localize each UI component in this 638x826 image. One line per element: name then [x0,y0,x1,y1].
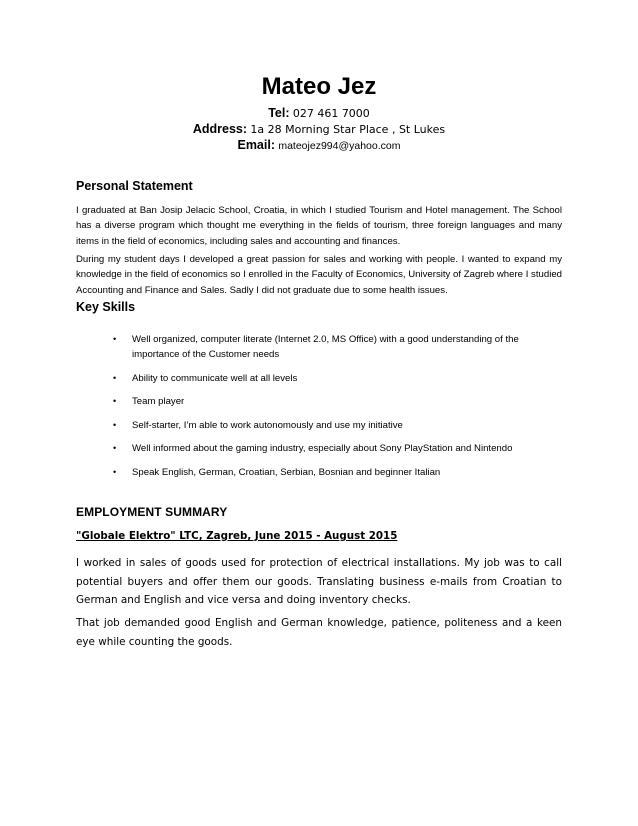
list-item [76,394,562,409]
personal-statement-paragraph-2: During my student days I developed a great passion for sales and working with people. I wanted to expand my knowledge in the field of economics so I enrolled in the Faculty of Economics, University of Zagreb where I studied Accounting and Finance and Sales. Sadly I did not graduate due to some health issues. [76,254,562,296]
skill-text: Team player [132,396,185,407]
phone-value: 027 461 7000 [292,107,370,120]
key-skills-heading: Key Skills [76,300,136,314]
bullet-icon: • [113,466,117,477]
list-item [76,418,562,433]
list-item [76,371,562,386]
skill-text: Well informed about the gaming industry, especially about Sony PlayStation and Nintendo [132,443,513,454]
employment-paragraph-1: I worked in sales of goods used for protection of electrical installations. My job was to call potential buyers and offer them our goods. Translating business e-mails from Croatian to German and English and vice versa and doing inventory checks. [76,557,562,606]
skill-text: Ability to communicate well at all levels [132,372,298,384]
phone-line [0,105,638,122]
job-title: "Globale Elektro" LTC, Zagreb, June 2015 - August 2015 [76,530,398,542]
list-item [76,465,562,480]
bullet-icon: • [113,334,117,344]
bullet-icon: • [113,419,117,430]
address-value: 1a 28 Morning Star Place , St Lukes [250,123,446,136]
personal-statement-heading: Personal Statement [76,179,193,193]
address-line [0,121,638,138]
email-line [0,137,638,154]
bullet-icon: • [113,443,117,453]
employment-paragraph-2: That job demanded good English and German knowledge, patience, politeness and a keen eye while counting the goods. [76,617,562,648]
bullet-icon: • [113,396,117,406]
email-value: mateojez994@yahoo.com [278,140,401,152]
applicant-name: Mateo Jez [261,73,377,100]
skill-text: Well organized, computer literate (Internet 2.0, MS Office) with a good understanding of the importance of the Customer needs [132,334,519,360]
email-label: Email: [237,138,275,152]
skill-text: Speak English, German, Croatian, Serbian, Bosnian and beginner Italian [132,466,441,478]
personal-statement-paragraph-1: I graduated at Ban Josip Jelacic School, Croatia, in which I studied Tourism and Hotel management. The School has a diverse program which thought me everything in the fields of tourism, three foreign languages and many items in the field of economics, including sales and accounting and finances. [76,205,562,247]
list-item [76,441,562,456]
list-item [76,332,562,362]
key-skills-list [76,332,562,488]
address-label: Address: [192,122,248,136]
skill-text: Self-starter, I’m able to work autonomously and use my initiative [132,419,403,431]
employment-summary-heading: EMPLOYMENT SUMMARY [76,505,228,519]
phone-label: Tel: [268,106,290,120]
bullet-icon: • [113,372,117,383]
